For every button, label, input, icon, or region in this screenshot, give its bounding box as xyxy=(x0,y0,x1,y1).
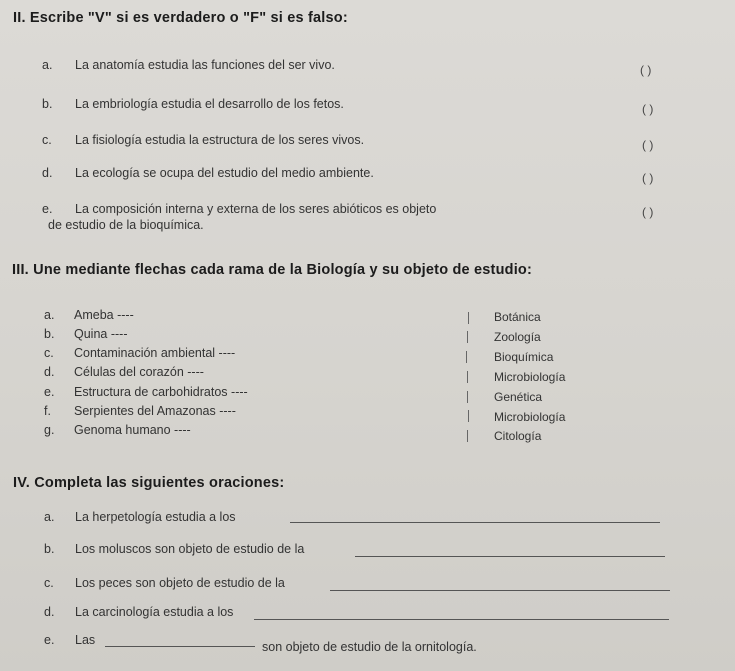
item-label: c. xyxy=(44,576,54,590)
statement-text-continued: de estudio de la bioquímica. xyxy=(48,218,204,232)
item-label: d. xyxy=(42,166,53,180)
right-item[interactable]: Genética xyxy=(494,390,543,404)
left-item[interactable]: Quina ---- xyxy=(74,327,128,341)
connector-mark xyxy=(467,430,468,442)
left-label: g. xyxy=(44,423,55,437)
item-label: c. xyxy=(42,133,52,147)
left-item[interactable]: Serpientes del Amazonas ---- xyxy=(74,404,236,418)
right-item[interactable]: Bioquímica xyxy=(494,350,554,364)
statement-text: La anatomía estudia las funciones del ser vivo. xyxy=(75,58,335,72)
section-2-heading: II. Escribe "V" si es verdadero o "F" si es falso: xyxy=(13,10,348,26)
fill-in-blank[interactable] xyxy=(290,522,660,523)
item-label: b. xyxy=(44,542,55,556)
left-label: f. xyxy=(44,404,51,418)
answer-paren[interactable]: ( ) xyxy=(640,63,652,77)
left-item[interactable]: Contaminación ambiental ---- xyxy=(74,346,236,360)
sentence-text-after: son objeto de estudio de la ornitología. xyxy=(262,640,477,654)
statement-text: La ecología se ocupa del estudio del medio ambiente. xyxy=(75,166,374,180)
connector-mark xyxy=(467,331,468,343)
item-label: a. xyxy=(44,510,55,524)
item-label: e. xyxy=(42,202,53,216)
left-label: d. xyxy=(44,365,55,379)
fill-in-blank[interactable] xyxy=(105,646,255,647)
statement-text: La fisiología estudia la estructura de los seres vivos. xyxy=(75,133,365,147)
left-label: b. xyxy=(44,327,55,341)
right-item[interactable]: Citología xyxy=(494,429,542,443)
connector-mark xyxy=(468,312,469,324)
connector-mark xyxy=(466,351,467,363)
left-label: e. xyxy=(44,385,55,399)
fill-in-blank[interactable] xyxy=(330,590,670,591)
item-label: e. xyxy=(44,633,55,647)
left-item[interactable]: Células del corazón ---- xyxy=(74,365,204,379)
left-item[interactable]: Ameba ---- xyxy=(74,308,134,322)
sentence-text: La herpetología estudia a los xyxy=(75,510,236,524)
answer-paren[interactable]: ( ) xyxy=(642,171,654,185)
answer-paren[interactable]: ( ) xyxy=(642,205,654,219)
connector-mark xyxy=(467,391,468,403)
left-label: c. xyxy=(44,346,54,360)
left-item[interactable]: Estructura de carbohidratos ---- xyxy=(74,385,248,399)
statement-text: La composición interna y externa de los seres abióticos es objeto xyxy=(75,202,437,216)
statement-text: La embriología estudia el desarrollo de los fetos. xyxy=(75,97,344,111)
answer-paren[interactable]: ( ) xyxy=(642,138,654,152)
fill-in-blank[interactable] xyxy=(254,619,669,620)
item-label: d. xyxy=(44,605,55,619)
left-item[interactable]: Genoma humano ---- xyxy=(74,423,191,437)
sentence-text: Los peces son objeto de estudio de la xyxy=(75,576,285,590)
section-3-heading: III. Une mediante flechas cada rama de la Biología y su objeto de estudio: xyxy=(12,262,533,278)
right-item[interactable]: Zoología xyxy=(494,330,541,344)
right-item[interactable]: Microbiología xyxy=(494,410,566,424)
right-item[interactable]: Botánica xyxy=(494,310,541,324)
connector-mark xyxy=(467,371,468,383)
item-label: b. xyxy=(42,97,53,111)
sentence-text: Las xyxy=(75,633,96,647)
answer-paren[interactable]: ( ) xyxy=(642,102,654,116)
section-4-heading: IV. Completa las siguientes oraciones: xyxy=(13,475,285,491)
sentence-text: Los moluscos son objeto de estudio de la xyxy=(75,542,305,556)
right-item[interactable]: Microbiología xyxy=(494,370,566,384)
fill-in-blank[interactable] xyxy=(355,556,665,557)
item-label: a. xyxy=(42,58,53,72)
connector-mark xyxy=(468,410,469,422)
sentence-text: La carcinología estudia a los xyxy=(75,605,234,619)
left-label: a. xyxy=(44,308,55,322)
